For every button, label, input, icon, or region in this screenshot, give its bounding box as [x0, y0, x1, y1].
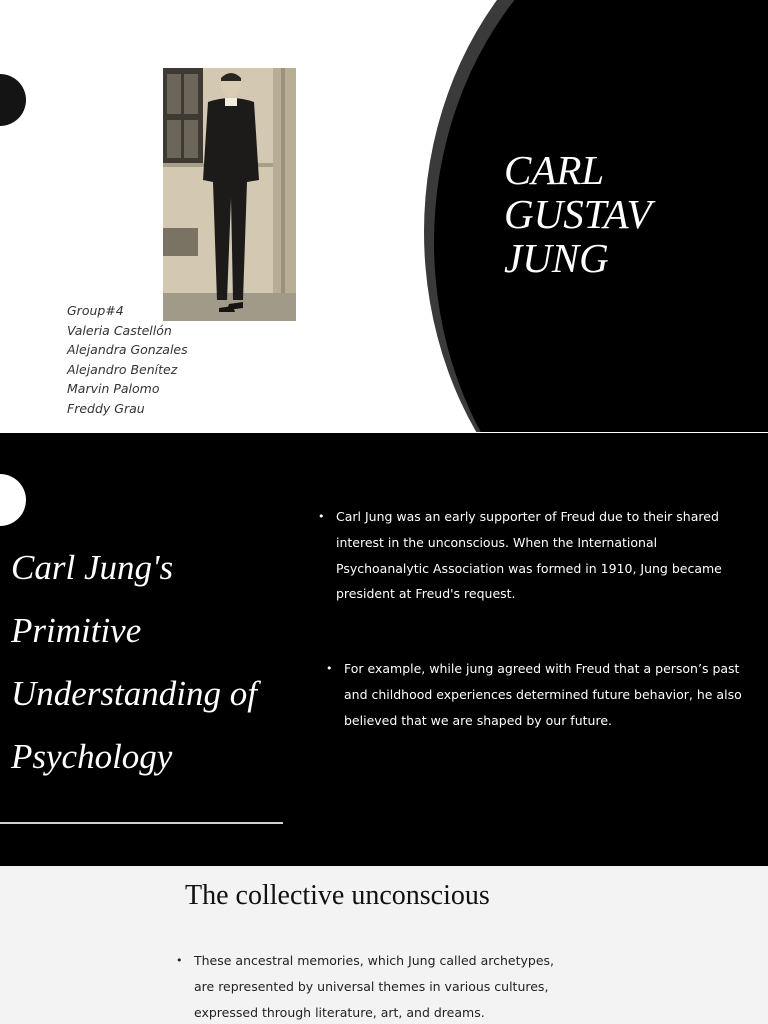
- slide-title: [11, 536, 291, 788]
- bullet-text: These ancestral memories, which Jung called archetypes, are represented by universal themes in various cultures, expressed through literature, art, and dreams.: [194, 953, 555, 1020]
- title-line: Carl Jung's: [11, 548, 174, 587]
- slide-title: The collective unconscious: [185, 880, 490, 911]
- divider-line: [0, 822, 283, 824]
- member-name: Alejandra Gonzales: [67, 342, 188, 358]
- title-line: CARL: [504, 147, 605, 193]
- presentation-title: [504, 148, 652, 280]
- collective-unconscious-slide: [0, 866, 768, 1024]
- group-label: Group#4: [67, 303, 124, 318]
- bullet-text: Carl Jung was an early supporter of Freud due to their shared interest in the unconscious. When the International Psychoanalytic Association was formed in 1910, Jung became president at Freud's request.: [336, 509, 722, 602]
- title-line: GUSTAV: [504, 191, 652, 237]
- bullet-text: For example, while jung agreed with Freud that a person’s past and childhood experiences determined future behavior, he also believed that we are shaped by our future.: [344, 661, 742, 728]
- title-line: Primitive: [11, 611, 142, 650]
- title-line: JUNG: [504, 235, 609, 281]
- decorative-half-circle: [0, 474, 26, 526]
- portrait-photo: [163, 68, 296, 321]
- title-slide: [0, 0, 768, 432]
- bullet-point: [326, 656, 744, 733]
- bullet-point: [318, 504, 754, 607]
- member-name: Valeria Castellón: [67, 322, 172, 338]
- title-line: Understanding of: [11, 674, 257, 713]
- member-name: Alejandro Benítez: [67, 361, 178, 377]
- bullet-marker: •: [176, 954, 183, 967]
- member-name: Marvin Palomo: [67, 381, 160, 397]
- title-line: Psychology: [11, 737, 173, 776]
- bullet-marker: •: [326, 662, 333, 675]
- group-members-list: [67, 301, 188, 419]
- decorative-half-circle: [0, 74, 26, 126]
- member-name: Freddy Grau: [67, 400, 145, 416]
- bullet-point: [176, 948, 555, 1024]
- bullet-marker: •: [318, 510, 325, 523]
- primitive-understanding-slide: [0, 433, 768, 866]
